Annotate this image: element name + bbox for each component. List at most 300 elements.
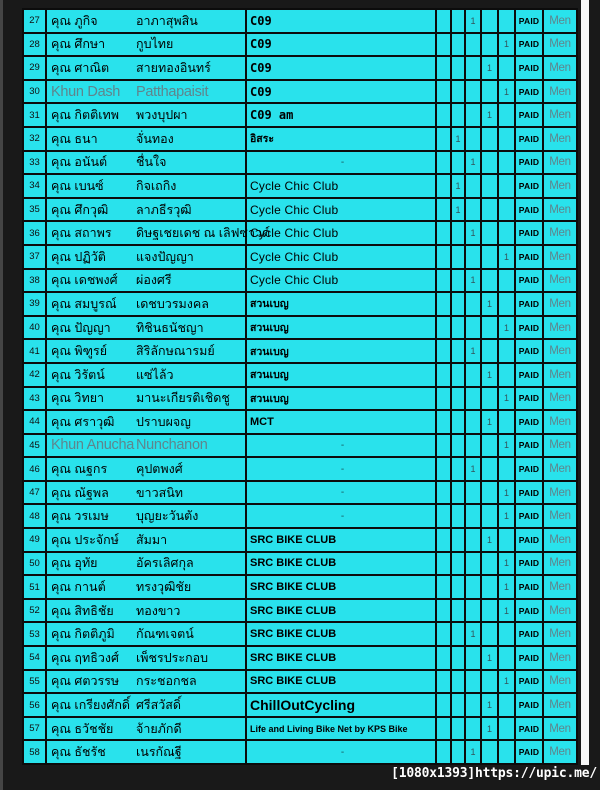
category-mark-cell	[437, 576, 450, 598]
category-mark-cell: 1	[499, 317, 514, 339]
gender-cell: Men	[544, 152, 576, 174]
category-mark-cell	[437, 175, 450, 197]
category-mark-cell	[437, 270, 450, 292]
gender-cell: Men	[544, 222, 576, 244]
category-mark-cell	[466, 505, 480, 527]
last-name: ทรงวุฒิชัย	[136, 580, 192, 595]
last-name: คุปตพงศ์	[136, 462, 183, 477]
last-name: Patthapaisit	[136, 83, 209, 100]
first-name: คุณ ฤทธิวงศ์	[51, 650, 119, 665]
category-mark-cell: 1	[452, 199, 464, 221]
row-number-cell: 55	[24, 671, 45, 693]
first-name: คุณ อุทัย	[51, 556, 98, 571]
first-name: คุณ วิรัตน์	[51, 367, 105, 382]
category-mark-cell	[499, 152, 514, 174]
name-cell	[47, 199, 245, 221]
category-mark-cell	[482, 34, 497, 56]
last-name: พวงบุปผา	[136, 108, 188, 123]
first-name: คุณ ศตวรรษ	[51, 674, 120, 689]
category-mark-cell	[482, 317, 497, 339]
row-number-cell: 43	[24, 388, 45, 410]
category-mark-cell: 1	[466, 152, 480, 174]
name-cell	[47, 57, 245, 79]
category-mark-cell	[482, 435, 497, 457]
paid-status-cell: PAID	[516, 435, 542, 457]
category-mark-cell	[452, 600, 464, 622]
category-mark-cell	[482, 741, 497, 763]
club-cell: SRC BIKE CLUB	[247, 576, 435, 598]
category-mark-cell	[452, 152, 464, 174]
category-mark-cell	[466, 576, 480, 598]
gender-cell: Men	[544, 718, 576, 740]
last-name: ทองขาว	[136, 603, 181, 618]
category-mark-cell	[437, 199, 450, 221]
category-mark-cell	[466, 81, 480, 103]
paid-status-cell: PAID	[516, 199, 542, 221]
category-mark-cell	[452, 293, 464, 315]
category-mark-cell: 1	[452, 175, 464, 197]
category-mark-cell	[437, 482, 450, 504]
category-mark-cell	[499, 458, 514, 480]
category-mark-cell	[452, 623, 464, 645]
category-mark-cell	[466, 104, 480, 126]
club-cell: -	[247, 435, 435, 457]
category-mark-cell	[482, 81, 497, 103]
category-mark-cell: 1	[499, 81, 514, 103]
name-cell	[47, 411, 245, 433]
name-cell	[47, 340, 245, 362]
category-mark-cell	[466, 718, 480, 740]
paid-status-cell: PAID	[516, 718, 542, 740]
last-name: ผ่องศรี	[136, 273, 172, 288]
left-edge-strip	[0, 0, 3, 790]
club-cell: ChillOutCycling	[247, 694, 435, 716]
last-name: กูบไทย	[136, 37, 174, 52]
category-mark-cell	[466, 57, 480, 79]
row-number-cell: 34	[24, 175, 45, 197]
category-mark-cell	[452, 34, 464, 56]
first-name: คุณ สมบูรณ์	[51, 296, 117, 311]
club-cell: สวนเบญ	[247, 317, 435, 339]
first-name: คุณ วิทยา	[51, 391, 105, 406]
category-mark-cell	[437, 505, 450, 527]
paid-status-cell: PAID	[516, 600, 542, 622]
category-mark-cell	[437, 152, 450, 174]
paid-status-cell: PAID	[516, 694, 542, 716]
category-mark-cell	[499, 694, 514, 716]
last-name: ลาภธีรวุฒิ	[136, 202, 192, 217]
paid-status-cell: PAID	[516, 741, 542, 763]
category-mark-cell	[437, 388, 450, 410]
category-mark-cell	[482, 623, 497, 645]
category-mark-cell	[452, 505, 464, 527]
gender-cell: Men	[544, 482, 576, 504]
category-mark-cell	[452, 388, 464, 410]
category-mark-cell	[482, 600, 497, 622]
category-mark-cell	[452, 718, 464, 740]
gender-cell: Men	[544, 694, 576, 716]
name-cell	[47, 671, 245, 693]
club-cell: -	[247, 482, 435, 504]
category-mark-cell	[499, 199, 514, 221]
name-cell	[47, 576, 245, 598]
category-mark-cell	[466, 364, 480, 386]
row-number-cell: 54	[24, 647, 45, 669]
row-number-cell: 31	[24, 104, 45, 126]
category-mark-cell	[452, 553, 464, 575]
row-number-cell: 32	[24, 128, 45, 150]
category-mark-cell	[452, 647, 464, 669]
category-mark-cell	[482, 576, 497, 598]
club-cell: SRC BIKE CLUB	[247, 647, 435, 669]
club-cell: Cycle Chic Club	[247, 246, 435, 268]
category-mark-cell	[452, 222, 464, 244]
club-cell: SRC BIKE CLUB	[247, 600, 435, 622]
gender-cell: Men	[544, 10, 576, 32]
category-mark-cell	[482, 199, 497, 221]
gender-cell: Men	[544, 529, 576, 551]
category-mark-cell	[499, 741, 514, 763]
name-cell	[47, 175, 245, 197]
club-cell: สวนเบญ	[247, 340, 435, 362]
category-mark-cell	[499, 718, 514, 740]
category-mark-cell: 1	[466, 458, 480, 480]
club-cell: SRC BIKE CLUB	[247, 553, 435, 575]
row-number-cell: 41	[24, 340, 45, 362]
gender-cell: Men	[544, 81, 576, 103]
category-mark-cell	[499, 647, 514, 669]
first-name: คุณ ณัฐพล	[51, 485, 109, 500]
first-name: คุณ ภูกิจ	[51, 13, 98, 28]
first-name: คุณ กิตติเทพ	[51, 108, 119, 123]
row-number-cell: 57	[24, 718, 45, 740]
category-mark-cell	[437, 694, 450, 716]
name-cell	[47, 458, 245, 480]
category-mark-cell	[437, 411, 450, 433]
paid-status-cell: PAID	[516, 529, 542, 551]
last-name: อาภาสุพสิน	[136, 13, 198, 28]
category-mark-cell	[437, 128, 450, 150]
name-cell	[47, 694, 245, 716]
club-cell: Cycle Chic Club	[247, 222, 435, 244]
category-mark-cell	[482, 553, 497, 575]
gender-cell: Men	[544, 505, 576, 527]
gender-cell: Men	[544, 623, 576, 645]
category-mark-cell	[466, 175, 480, 197]
name-cell	[47, 293, 245, 315]
last-name: ดิษฐเชยเดช ณ เลิฟซาวด์	[136, 226, 271, 241]
gender-cell: Men	[544, 246, 576, 268]
name-cell	[47, 741, 245, 763]
paid-status-cell: PAID	[516, 270, 542, 292]
first-name: คุณ อนันต์	[51, 155, 108, 170]
last-name: กิจเถกิง	[136, 178, 177, 193]
last-name: ชื่นใจ	[136, 155, 167, 170]
gender-cell: Men	[544, 741, 576, 763]
row-number-cell: 40	[24, 317, 45, 339]
registration-table	[22, 8, 578, 765]
category-mark-cell	[466, 34, 480, 56]
row-number-cell: 29	[24, 57, 45, 79]
category-mark-cell: 1	[482, 718, 497, 740]
category-mark-cell	[482, 246, 497, 268]
category-mark-cell: 1	[499, 246, 514, 268]
category-mark-cell	[482, 388, 497, 410]
paid-status-cell: PAID	[516, 293, 542, 315]
last-name: แซ่ไล้ว	[136, 367, 174, 382]
first-name: คุณ ธวัชชัย	[51, 721, 114, 736]
last-name: สายทองอินทร์	[136, 60, 211, 75]
club-cell: -	[247, 505, 435, 527]
first-name: คุณ ปฏิวัติ	[51, 249, 106, 264]
gender-cell: Men	[544, 104, 576, 126]
paid-status-cell: PAID	[516, 505, 542, 527]
category-mark-cell	[452, 104, 464, 126]
category-mark-cell	[466, 482, 480, 504]
gender-cell: Men	[544, 576, 576, 598]
club-cell: สวนเบญ	[247, 388, 435, 410]
name-cell	[47, 623, 245, 645]
gender-cell: Men	[544, 388, 576, 410]
name-cell	[47, 718, 245, 740]
first-name: คุณ ธัชรัช	[51, 745, 106, 760]
category-mark-cell	[437, 222, 450, 244]
category-mark-cell	[499, 411, 514, 433]
paid-status-cell: PAID	[516, 482, 542, 504]
category-mark-cell	[499, 293, 514, 315]
last-name: เนรกัณฐี	[136, 745, 182, 760]
first-name: คุณ ปัญญา	[51, 320, 111, 335]
row-number-cell: 48	[24, 505, 45, 527]
category-mark-cell	[437, 718, 450, 740]
club-cell: MCT	[247, 411, 435, 433]
paid-status-cell: PAID	[516, 576, 542, 598]
gender-cell: Men	[544, 411, 576, 433]
category-mark-cell: 1	[499, 600, 514, 622]
club-cell: -	[247, 741, 435, 763]
first-name: คุณ ณฐกร	[51, 462, 108, 477]
category-mark-cell: 1	[499, 671, 514, 693]
category-mark-cell	[466, 246, 480, 268]
gender-cell: Men	[544, 175, 576, 197]
category-mark-cell	[466, 553, 480, 575]
category-mark-cell	[437, 10, 450, 32]
category-mark-cell	[437, 458, 450, 480]
category-mark-cell	[452, 364, 464, 386]
paid-status-cell: PAID	[516, 104, 542, 126]
category-mark-cell: 1	[482, 364, 497, 386]
paid-status-cell: PAID	[516, 317, 542, 339]
club-cell: C09	[247, 34, 435, 56]
category-mark-cell: 1	[466, 340, 480, 362]
category-mark-cell	[437, 647, 450, 669]
paid-status-cell: PAID	[516, 671, 542, 693]
row-number-cell: 42	[24, 364, 45, 386]
row-number-cell: 49	[24, 529, 45, 551]
first-name: คุณ พิฑูรย์	[51, 344, 108, 359]
paid-status-cell: PAID	[516, 411, 542, 433]
row-number-cell: 44	[24, 411, 45, 433]
category-mark-cell	[466, 671, 480, 693]
category-mark-cell	[437, 57, 450, 79]
category-mark-cell	[482, 505, 497, 527]
category-mark-cell	[499, 10, 514, 32]
row-number-cell: 53	[24, 623, 45, 645]
row-number-cell: 36	[24, 222, 45, 244]
first-name: คุณ ธนา	[51, 131, 98, 146]
category-mark-cell	[452, 741, 464, 763]
first-name: คุณ กานต์	[51, 580, 106, 595]
category-mark-cell: 1	[466, 222, 480, 244]
first-name: Khun Anucha	[51, 437, 134, 454]
category-mark-cell	[437, 317, 450, 339]
page-white-strip	[581, 0, 589, 765]
row-number-cell: 46	[24, 458, 45, 480]
gender-cell: Men	[544, 553, 576, 575]
category-mark-cell	[437, 529, 450, 551]
category-mark-cell	[437, 671, 450, 693]
name-cell	[47, 647, 245, 669]
paid-status-cell: PAID	[516, 647, 542, 669]
paid-status-cell: PAID	[516, 388, 542, 410]
category-mark-cell: 1	[466, 270, 480, 292]
name-cell	[47, 435, 245, 457]
category-mark-cell: 1	[466, 741, 480, 763]
category-mark-cell: 1	[466, 10, 480, 32]
gender-cell: Men	[544, 458, 576, 480]
category-mark-cell	[452, 576, 464, 598]
category-mark-cell: 1	[452, 128, 464, 150]
gender-cell: Men	[544, 340, 576, 362]
category-mark-cell	[482, 482, 497, 504]
category-mark-cell	[452, 458, 464, 480]
gender-cell: Men	[544, 647, 576, 669]
name-cell	[47, 270, 245, 292]
name-cell	[47, 317, 245, 339]
category-mark-cell	[499, 364, 514, 386]
last-name: กัณฑเจตน์	[136, 627, 194, 642]
row-number-cell: 45	[24, 435, 45, 457]
club-cell: C09	[247, 57, 435, 79]
category-mark-cell	[452, 10, 464, 32]
gender-cell: Men	[544, 671, 576, 693]
category-mark-cell: 1	[466, 623, 480, 645]
first-name: คุณ ประจักษ์	[51, 532, 119, 547]
category-mark-cell	[437, 623, 450, 645]
last-name: อัครเลิศกุล	[136, 556, 194, 571]
category-mark-cell	[482, 222, 497, 244]
category-mark-cell	[466, 317, 480, 339]
club-cell: อิสระ	[247, 128, 435, 150]
club-cell: สวนเบญ	[247, 293, 435, 315]
name-cell	[47, 34, 245, 56]
last-name: Nunchanon	[136, 437, 208, 454]
category-mark-cell	[437, 81, 450, 103]
category-mark-cell	[466, 199, 480, 221]
category-mark-cell	[466, 388, 480, 410]
category-mark-cell	[482, 152, 497, 174]
name-cell	[47, 222, 271, 244]
name-cell	[47, 364, 245, 386]
category-mark-cell: 1	[482, 529, 497, 551]
first-name: คุณ กิตติภูมิ	[51, 627, 115, 642]
row-number-cell: 35	[24, 199, 45, 221]
gender-cell: Men	[544, 270, 576, 292]
category-mark-cell	[452, 671, 464, 693]
last-name: กระชอกชล	[136, 674, 197, 689]
category-mark-cell	[482, 270, 497, 292]
last-name: จ้ายภักดี	[136, 721, 182, 736]
paid-status-cell: PAID	[516, 10, 542, 32]
club-cell: C09	[247, 81, 435, 103]
first-name: คุณ ศึกษา	[51, 37, 106, 52]
paid-status-cell: PAID	[516, 81, 542, 103]
category-mark-cell	[437, 246, 450, 268]
first-name: คุณ เดชพงศ์	[51, 273, 118, 288]
club-cell: -	[247, 152, 435, 174]
paid-status-cell: PAID	[516, 175, 542, 197]
last-name: ทิชินธนัชญา	[136, 320, 204, 335]
category-mark-cell	[499, 222, 514, 244]
category-mark-cell	[482, 458, 497, 480]
club-cell: -	[247, 458, 435, 480]
category-mark-cell	[482, 128, 497, 150]
paid-status-cell: PAID	[516, 246, 542, 268]
last-name: เพ็ชรประกอบ	[136, 650, 209, 665]
category-mark-cell	[452, 340, 464, 362]
category-mark-cell	[482, 340, 497, 362]
category-mark-cell	[499, 57, 514, 79]
last-name: เดชบวรมงคล	[136, 296, 209, 311]
club-cell: Life and Living Bike Net by KPS Bike	[247, 718, 435, 740]
gender-cell: Men	[544, 128, 576, 150]
paid-status-cell: PAID	[516, 152, 542, 174]
category-mark-cell: 1	[482, 647, 497, 669]
category-mark-cell: 1	[482, 104, 497, 126]
category-mark-cell: 1	[499, 34, 514, 56]
row-number-cell: 51	[24, 576, 45, 598]
row-number-cell: 39	[24, 293, 45, 315]
category-mark-cell	[452, 317, 464, 339]
last-name: แจงปัญญา	[136, 249, 194, 264]
row-number-cell: 52	[24, 600, 45, 622]
name-cell	[47, 81, 245, 103]
category-mark-cell	[466, 293, 480, 315]
category-mark-cell: 1	[499, 435, 514, 457]
first-name: คุณ สิทธิชัย	[51, 603, 114, 618]
category-mark-cell	[437, 34, 450, 56]
last-name: สัมมา	[136, 532, 168, 547]
category-mark-cell	[499, 270, 514, 292]
first-name: คุณ ศึกวุฒิ	[51, 202, 109, 217]
category-mark-cell	[499, 175, 514, 197]
club-cell: SRC BIKE CLUB	[247, 623, 435, 645]
row-number-cell: 27	[24, 10, 45, 32]
gender-cell: Men	[544, 34, 576, 56]
name-cell	[47, 104, 245, 126]
row-number-cell: 28	[24, 34, 45, 56]
category-mark-cell	[452, 435, 464, 457]
category-mark-cell	[452, 270, 464, 292]
name-cell	[47, 152, 245, 174]
last-name: ปราบผจญ	[136, 414, 191, 429]
paid-status-cell: PAID	[516, 128, 542, 150]
gender-cell: Men	[544, 293, 576, 315]
category-mark-cell	[466, 435, 480, 457]
paid-status-cell: PAID	[516, 57, 542, 79]
category-mark-cell	[452, 57, 464, 79]
category-mark-cell	[499, 128, 514, 150]
